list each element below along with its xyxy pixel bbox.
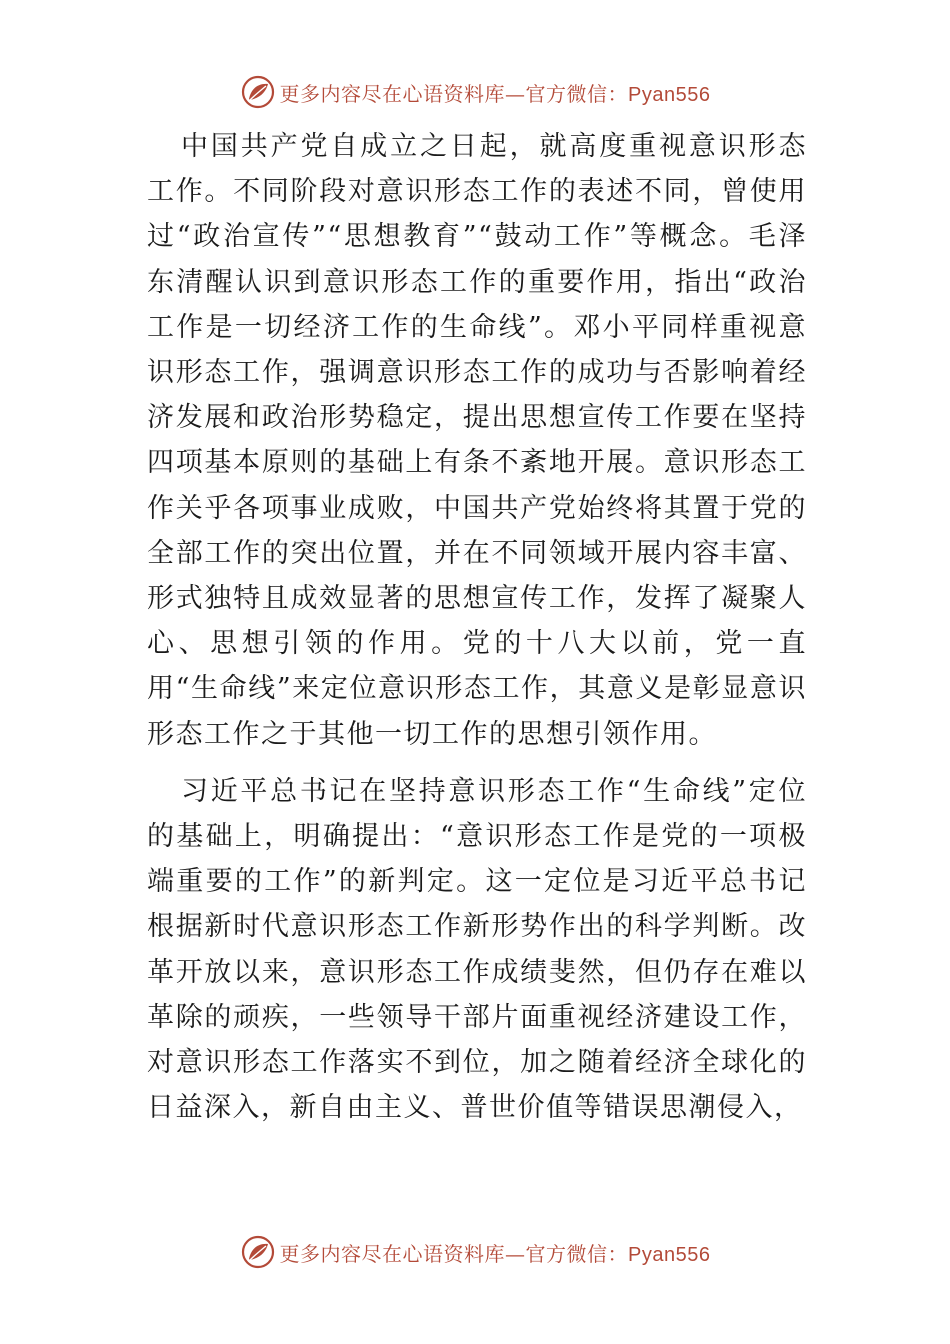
footer-wechat-label: 官方微信： [525,1241,629,1266]
footer-wechat-handle: Pyan556 [628,1243,711,1266]
paragraph-1: 中国共产党自成立之日起，就高度重视意识形态工作。不同阶段对意识形态工作的表述不同，曾使用过“政治宣传”“思想教育”“鼓动工作”等概念。毛泽东清醒认识到意识形态工作的重要作用，指出“政治工作是一切经济工作的生命线”。邓小平同样重视意识形态工作，强调意识形态工作的成功与否影响着经济发展和政治形势稳定，提出思想宣传工作要在坚持四项基本原则的基础上有条不紊地开展。意识形态工作关乎各项事业成败，中国共产党始终将其置于党的全部工作的突出位置，并在不同领域开展内容丰富、形式独特且成效显著的思想宣传工作，发挥了凝聚人心、思想引领的作用。党的十八大以前，党一直用“生命线”来定位意识形态工作，其意义是彰显意识形态工作之于其他一切工作的思想引领作用。 [147,131,807,750]
leaf-logo-icon [240,1234,276,1270]
header-separator: — [505,81,526,106]
header-wechat-label: 官方微信： [525,81,629,106]
header-site-text: 更多内容尽在心语资料库 [279,81,506,106]
document-body [147,124,807,1142]
footer-banner [0,1232,950,1272]
footer-separator: — [505,1241,526,1266]
footer-text [280,1238,711,1267]
header-wechat-handle: Pyan556 [628,83,711,106]
header-text [280,78,711,107]
footer-site-text: 更多内容尽在心语资料库 [279,1241,506,1266]
paragraph-2: 习近平总书记在坚持意识形态工作“生命线”定位的基础上，明确提出：“意识形态工作是党的一项极端重要的工作”的新判定。这一定位是习近平总书记根据新时代意识形态工作新形势作出的科学判断。改革开放以来，意识形态工作成绩斐然，但仍存在难以革除的顽疾，一些领导干部片面重视经济建设工作，对意识形态工作落实不到位，加之随着经济全球化的日益深入，新自由主义、普世价值等错误思潮侵入， [147,775,807,1124]
header-banner [0,72,950,112]
leaf-logo-icon [240,74,276,110]
